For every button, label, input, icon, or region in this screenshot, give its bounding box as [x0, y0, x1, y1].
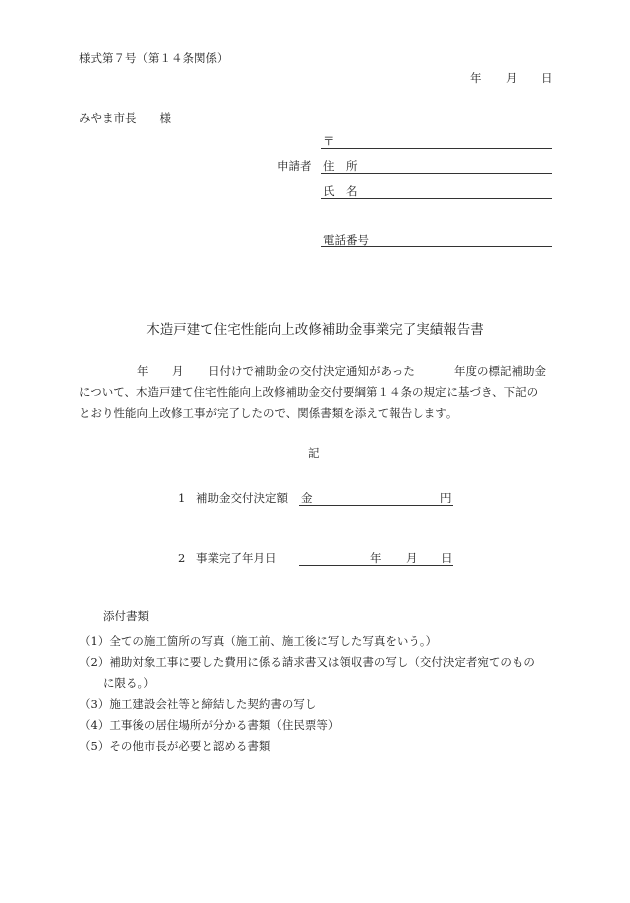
item2-day: 日	[441, 551, 453, 565]
item1-prefix: 金	[301, 491, 313, 505]
name-label: 氏 名	[323, 184, 358, 198]
item2-year: 年	[370, 551, 382, 565]
grant-amount-line[interactable]	[299, 505, 453, 506]
attachment-num: （2）	[79, 655, 110, 669]
body-line3: とおり性能向上改修工事が完了したので、関係書類を添えて報告します。	[79, 406, 458, 420]
attachment-num: （4）	[79, 718, 110, 732]
date-year-label: 年	[470, 71, 482, 85]
completion-date-line[interactable]	[299, 565, 453, 566]
body-line1-text2: 年度の標記補助金	[454, 364, 546, 378]
attachment-item	[79, 697, 316, 711]
item2-month: 月	[406, 551, 418, 565]
body-line1-text1: 日付けで補助金の交付決定通知があった	[208, 364, 415, 378]
phone-label: 電話番号	[323, 233, 369, 247]
item1-label: 補助金交付決定額	[196, 491, 288, 505]
attachment-item	[79, 739, 270, 753]
attachment-item	[79, 718, 339, 732]
attachment-text: その他市長が必要と認める書類	[109, 739, 271, 753]
postal-code-line[interactable]	[321, 148, 552, 149]
body-month-label: 月	[172, 364, 184, 378]
body-year-label: 年	[137, 364, 149, 378]
date-day-label: 日	[541, 71, 553, 85]
attachment-item	[79, 655, 535, 669]
attachment-text: 施工建設会社等と締結した契約書の写し	[109, 697, 317, 711]
address-line[interactable]	[321, 173, 552, 174]
item2-label: 事業完了年月日	[196, 551, 277, 565]
date-month-label: 月	[506, 71, 518, 85]
document-title: 木造戸建て住宅性能向上改修補助金事業完了実績報告書	[146, 322, 484, 338]
attachment-text: 工事後の居住場所が分かる書類（住民票等）	[109, 718, 340, 732]
item2-number: 2	[178, 551, 186, 565]
addressee: みやま市長 様	[79, 111, 171, 125]
item1-unit: 円	[440, 491, 452, 505]
attachment-item-continuation: に限る。）	[103, 676, 155, 690]
phone-line[interactable]	[321, 246, 552, 247]
postal-mark: 〒	[323, 134, 335, 148]
attachment-text: 補助対象工事に要した費用に係る請求書又は領収書の写し（交付決定者宛てのもの	[109, 655, 535, 669]
applicant-label: 申請者	[277, 159, 312, 173]
attachment-item	[79, 634, 437, 648]
item1-number: 1	[178, 491, 186, 505]
attachments-heading: 添付書類	[103, 609, 149, 623]
body-line2: について、木造戸建て住宅性能向上改修補助金交付要綱第１４条の規定に基づき、下記の	[79, 385, 539, 399]
attachment-num: （5）	[79, 739, 110, 753]
attachment-text: 全ての施工箇所の写真（施工前、施工後に写した写真をいう。）	[109, 634, 438, 648]
name-line[interactable]	[321, 198, 552, 199]
form-number: 様式第７号（第１４条関係）	[79, 51, 229, 65]
attachment-num: （1）	[79, 634, 110, 648]
attachment-num: （3）	[79, 697, 110, 711]
address-label: 住 所	[323, 159, 358, 173]
ki-heading: 記	[308, 446, 320, 460]
